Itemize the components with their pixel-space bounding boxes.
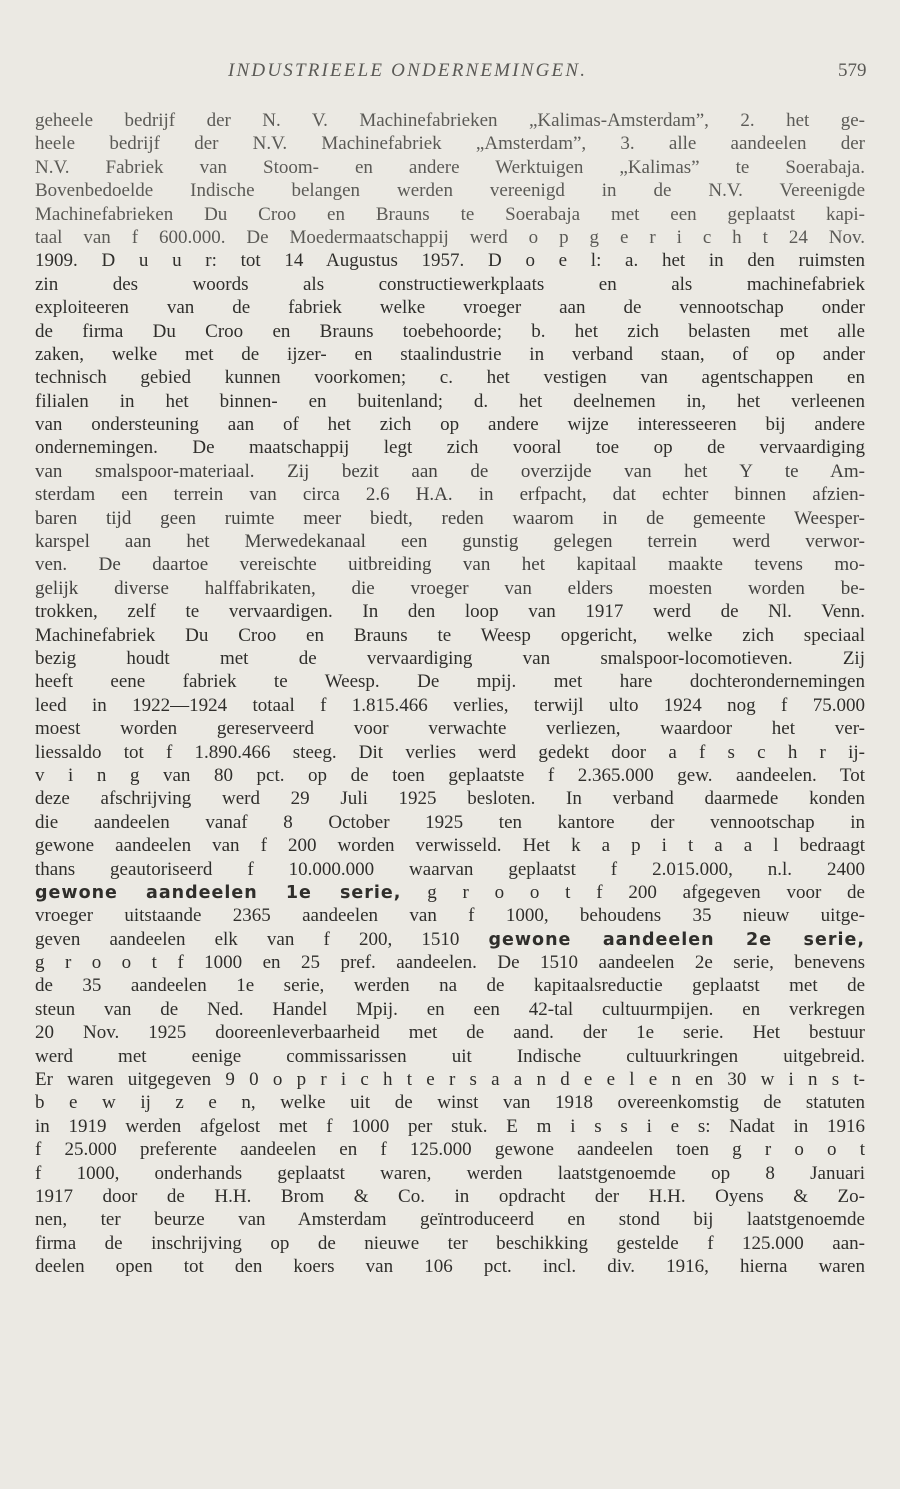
text-line	[35, 928, 865, 951]
text-line	[35, 881, 865, 904]
text-line: v i n g van 80 pct. op de toen geplaatste f 2.365.000 gew. aandeelen. Tot	[35, 764, 865, 786]
text-line: bezig houdt met de vervaardiging van smalspoor-locomotieven. Zij	[35, 647, 865, 669]
text-line: karspel aan het Merwedekanaal een gunstig gelegen terrein werd verwor-	[35, 531, 865, 553]
text-line: heele bedrijf der N.V. Machinefabriek „Amsterdam”, 3. alle aandeelen der	[35, 133, 865, 155]
text-line: ondernemingen. De maatschappij legt zich vooral toe op de vervaardiging	[35, 437, 865, 459]
text-line: Er waren uitgegeven 9 0 o p r i c h t e r s a a n d e e l e n en 30 w i n s t-	[35, 1069, 865, 1091]
bold-phrase-1e-serie: gewone aandeelen 1e serie,	[35, 882, 402, 903]
text-line: filialen in het binnen- en buitenland; d. het deelnemen in, het verleenen	[35, 390, 865, 412]
text-line: 1909. D u u r: tot 14 Augustus 1957. D o e l: a. het in den ruimsten	[35, 250, 865, 272]
text-line: firma de inschrijving op de nieuwe ter beschikking gestelde f 125.000 aan-	[35, 1232, 865, 1254]
text-line: moest worden gereserveerd voor verwachte verliezen, waardoor het ver-	[35, 718, 865, 740]
text-line: Machinefabrieken Du Croo en Brauns te Soerabaja met een geplaatst kapi-	[35, 203, 865, 225]
text-line: exploiteeren van de fabriek welke vroeger aan de vennootschap onder	[35, 297, 865, 319]
text-line: Bovenbedoelde Indische belangen werden vereenigd in de N.V. Vereenigde	[35, 180, 865, 202]
text-line: thans geautoriseerd f 10.000.000 waarvan geplaatst f 2.015.000, n.l. 2400	[35, 858, 865, 880]
text-line: leed in 1922—1924 totaal f 1.815.466 verlies, terwijl ulto 1924 nog f 75.000	[35, 694, 865, 716]
text-fragment: geven aandeelen elk van f 200, 1510	[35, 928, 489, 950]
text-line: sterdam een terrein van circa 2.6 H.A. in erfpacht, dat echter binnen afzien-	[35, 484, 865, 506]
text-line: van smalspoor-materiaal. Zij bezit aan de overzijde van het Y te Am-	[35, 460, 865, 482]
bold-phrase-2e-serie: gewone aandeelen 2e serie,	[488, 929, 865, 950]
text-line: gewone aandeelen van f 200 worden verwisseld. Het k a p i t a a l bedraagt	[35, 835, 865, 857]
text-line: 1917 door de H.H. Brom & Co. in opdracht der H.H. Oyens & Zo-	[35, 1185, 865, 1207]
text-line: deze afschrijving werd 29 Juli 1925 besloten. In verband daarmede konden	[35, 788, 865, 810]
text-line: van ondersteuning aan of het zich op andere wijze interesseeren bij andere	[35, 414, 865, 436]
text-line: b e w ij z e n, welke uit de winst van 1918 overeenkomstig de statuten	[35, 1092, 865, 1114]
page-number: 579	[838, 60, 867, 81]
text-line: heeft eene fabriek te Weesp. De mpij. met hare dochterondernemingen	[35, 671, 865, 693]
text-line: taal van f 600.000. De Moedermaatschappij werd o p g e r i c h t 24 Nov.	[35, 226, 865, 248]
text-line: de 35 aandeelen 1e serie, werden na de kapitaalsreductie geplaatst met de	[35, 975, 865, 997]
text-line: steun van de Ned. Handel Mpij. en een 42-tal cultuurmpijen. en verkregen	[35, 998, 865, 1020]
text-line: zaken, welke met de ijzer- en staalindustrie in verband staan, of op ander	[35, 343, 865, 365]
text-line: trokken, zelf te vervaardigen. In den loop van 1917 werd de Nl. Venn.	[35, 601, 865, 623]
text-line: g r o o t f 1000 en 25 pref. aandeelen. De 1510 aandeelen 2e serie, benevens	[35, 952, 865, 974]
text-fragment: g r o o t f 200 afgegeven voor de	[401, 881, 865, 903]
text-line: deelen open tot den koers van 106 pct. incl. div. 1916, hierna waren	[35, 1256, 865, 1278]
text-line: in 1919 werden afgelost met f 1000 per stuk. E m i s s i e s: Nadat in 1916	[35, 1115, 865, 1137]
text-line: f 1000, onderhands geplaatst waren, werden laatstgenoemde op 8 Januari	[35, 1162, 865, 1184]
text-line: zin des woords als constructiewerkplaats en als machinefabriek	[35, 273, 865, 295]
text-line: f 25.000 preferente aandeelen en f 125.000 gewone aandeelen toen g r o o t	[35, 1139, 865, 1161]
text-line: vroeger uitstaande 2365 aandeelen van f 1000, behoudens 35 nieuw uitge-	[35, 905, 865, 927]
text-line: geheele bedrijf der N. V. Machinefabrieken „Kalimas-Amsterdam”, 2. het ge-	[35, 110, 865, 131]
text-line: technisch gebied kunnen voorkomen; c. het vestigen van agentschappen en	[35, 367, 865, 389]
text-line: N.V. Fabriek van Stoom- en andere Werktuigen „Kalimas” te Soerabaja.	[35, 156, 865, 178]
text-line: 20 Nov. 1925 dooreenleverbaarheid met de aand. der 1e serie. Het bestuur	[35, 1022, 865, 1044]
text-line: die aandeelen vanaf 8 October 1925 ten kantore der vennootschap in	[35, 811, 865, 833]
text-line: ven. De daartoe vereischte uitbreiding van het kapitaal maakte tevens mo-	[35, 554, 865, 576]
text-line: gelijk diverse halffabrikaten, die vroeger van elders moesten worden be-	[35, 577, 865, 599]
running-head	[0, 60, 900, 84]
text-line: liessaldo tot f 1.890.466 steeg. Dit verlies werd gedekt door a f s c h r ij-	[35, 741, 865, 763]
text-line: baren tijd geen ruimte meer biedt, reden waarom in de gemeente Weesper-	[35, 507, 865, 529]
text-line: Machinefabriek Du Croo en Brauns te Weesp opgericht, welke zich speciaal	[35, 624, 865, 646]
text-line: de firma Du Croo en Brauns toebehoorde; b. het zich belasten met alle	[35, 320, 865, 342]
text-line: werd met eenige commissarissen uit Indische cultuurkringen uitgebreid.	[35, 1045, 865, 1067]
text-line: nen, ter beurze van Amsterdam geïntroduceerd en stond bij laatstgenoemde	[35, 1209, 865, 1231]
body-text	[35, 109, 865, 1279]
running-title: INDUSTRIEELE ONDERNEMINGEN.	[228, 60, 588, 81]
